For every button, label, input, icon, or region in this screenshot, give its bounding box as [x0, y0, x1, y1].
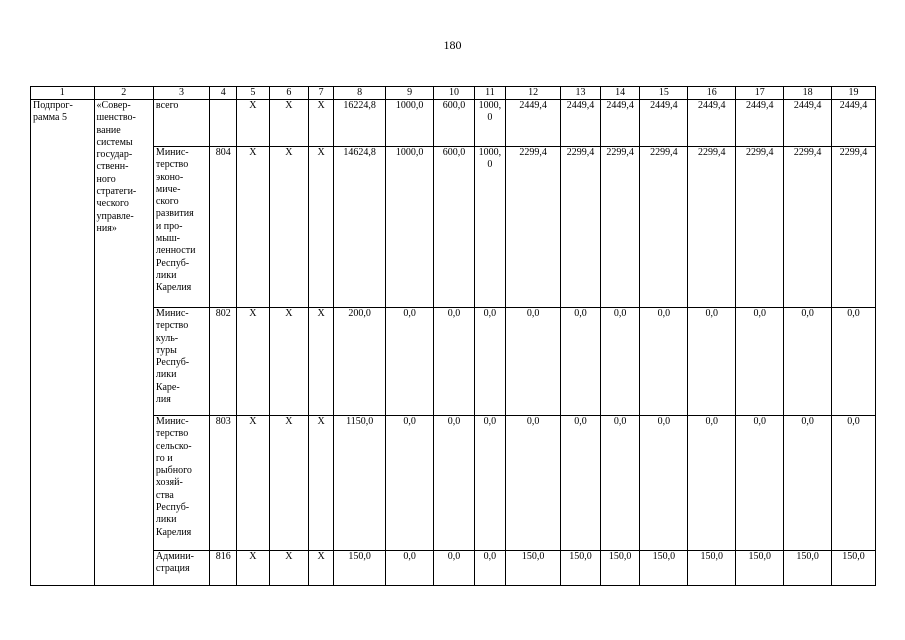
year-amount-cell: 2299,4: [640, 147, 688, 308]
amount-cell: 150,0: [334, 551, 386, 586]
year-amount-cell: 2299,4: [688, 147, 736, 308]
column-header: 4: [210, 87, 237, 100]
year-amount-cell: 150,0: [784, 551, 832, 586]
year-amount-cell: 0,0: [736, 308, 784, 416]
year-amount-cell: 2449,4: [688, 100, 736, 147]
amount-cell: 1000, 0: [474, 147, 505, 308]
year-amount-cell: 2449,4: [784, 100, 832, 147]
year-amount-cell: 0,0: [736, 416, 784, 551]
year-amount-cell: 2449,4: [832, 100, 876, 147]
amount-cell: 0,0: [386, 416, 434, 551]
column-header: 8: [334, 87, 386, 100]
amount-cell: 600,0: [434, 147, 475, 308]
year-amount-cell: 0,0: [640, 308, 688, 416]
column-header: 5: [237, 87, 269, 100]
marker-cell: X: [269, 416, 309, 551]
column-header: 7: [309, 87, 334, 100]
column-header: 6: [269, 87, 309, 100]
marker-cell: X: [237, 308, 269, 416]
column-header: 15: [640, 87, 688, 100]
table-row: [31, 100, 876, 147]
amount-cell: 1150,0: [334, 416, 386, 551]
column-header: 19: [832, 87, 876, 100]
marker-cell: X: [309, 147, 334, 308]
marker-cell: X: [269, 551, 309, 586]
year-amount-cell: 150,0: [640, 551, 688, 586]
marker-cell: X: [309, 551, 334, 586]
amount-cell: 600,0: [434, 100, 475, 147]
marker-cell: X: [237, 416, 269, 551]
year-amount-cell: 2449,4: [736, 100, 784, 147]
amount-cell: 1000, 0: [474, 100, 505, 147]
year-amount-cell: 0,0: [506, 308, 561, 416]
marker-cell: X: [269, 308, 309, 416]
amount-cell: 0,0: [434, 416, 475, 551]
year-amount-cell: 150,0: [561, 551, 601, 586]
marker-cell: X: [309, 416, 334, 551]
year-amount-cell: 0,0: [506, 416, 561, 551]
year-amount-cell: 2449,4: [600, 100, 640, 147]
column-header: 9: [386, 87, 434, 100]
year-amount-cell: 0,0: [561, 416, 601, 551]
table-row: [31, 551, 876, 586]
year-amount-cell: 2299,4: [600, 147, 640, 308]
year-amount-cell: 0,0: [600, 416, 640, 551]
year-amount-cell: 2299,4: [736, 147, 784, 308]
year-amount-cell: 0,0: [784, 416, 832, 551]
year-amount-cell: 2299,4: [784, 147, 832, 308]
marker-cell: X: [237, 147, 269, 308]
year-amount-cell: 2449,4: [640, 100, 688, 147]
column-header: 1: [31, 87, 95, 100]
amount-cell: 1000,0: [386, 147, 434, 308]
column-header: 13: [561, 87, 601, 100]
year-amount-cell: 150,0: [506, 551, 561, 586]
amount-cell: 14624,8: [334, 147, 386, 308]
code-cell: 802: [210, 308, 237, 416]
year-amount-cell: 0,0: [688, 308, 736, 416]
table-row: [31, 147, 876, 308]
amount-cell: 0,0: [474, 416, 505, 551]
year-amount-cell: 2299,4: [506, 147, 561, 308]
amount-cell: 0,0: [386, 308, 434, 416]
subprogram-cell: Подпрог- рамма 5: [31, 100, 95, 586]
amount-cell: 0,0: [386, 551, 434, 586]
year-amount-cell: 150,0: [688, 551, 736, 586]
marker-cell: X: [237, 100, 269, 147]
year-amount-cell: 0,0: [832, 308, 876, 416]
executor-cell: всего: [153, 100, 209, 147]
executor-cell: Минис- терство сельско- го и рыбного хозяй- ства Респуб- лики Карелия: [153, 416, 209, 551]
code-cell: 804: [210, 147, 237, 308]
amount-cell: 0,0: [474, 551, 505, 586]
column-header: 16: [688, 87, 736, 100]
amount-cell: 0,0: [434, 308, 475, 416]
column-header: 11: [474, 87, 505, 100]
column-number-row: [31, 87, 876, 100]
year-amount-cell: 2449,4: [561, 100, 601, 147]
amount-cell: 0,0: [474, 308, 505, 416]
executor-cell: Минис- терство куль- туры Респуб- лики Каре- лия: [153, 308, 209, 416]
table-row: [31, 308, 876, 416]
column-header: 2: [94, 87, 153, 100]
marker-cell: X: [309, 100, 334, 147]
column-header: 3: [153, 87, 209, 100]
marker-cell: X: [269, 147, 309, 308]
table-row: [31, 416, 876, 551]
column-header: 18: [784, 87, 832, 100]
amount-cell: 16224,8: [334, 100, 386, 147]
marker-cell: X: [269, 100, 309, 147]
code-cell: [210, 100, 237, 147]
year-amount-cell: 2299,4: [832, 147, 876, 308]
year-amount-cell: 2449,4: [506, 100, 561, 147]
year-amount-cell: 150,0: [736, 551, 784, 586]
subprogram-title-cell: «Совер- шенство- вание системы государ- ственн- ного стратеги- ческого управле- ния»: [94, 100, 153, 586]
marker-cell: X: [237, 551, 269, 586]
column-header: 12: [506, 87, 561, 100]
column-header: 10: [434, 87, 475, 100]
year-amount-cell: 0,0: [832, 416, 876, 551]
marker-cell: X: [309, 308, 334, 416]
year-amount-cell: 0,0: [561, 308, 601, 416]
year-amount-cell: 150,0: [600, 551, 640, 586]
page-number: 180: [443, 38, 462, 52]
year-amount-cell: 0,0: [640, 416, 688, 551]
executor-cell: Минис- терство эконо- миче- ского развития и про- мыш- ленности Респуб- лики Карелия: [153, 147, 209, 308]
amount-cell: 200,0: [334, 308, 386, 416]
column-header: 17: [736, 87, 784, 100]
amount-cell: 1000,0: [386, 100, 434, 147]
code-cell: 816: [210, 551, 237, 586]
code-cell: 803: [210, 416, 237, 551]
year-amount-cell: 0,0: [784, 308, 832, 416]
amount-cell: 0,0: [434, 551, 475, 586]
executor-cell: Админи- страция: [153, 551, 209, 586]
budget-table: [30, 86, 876, 586]
year-amount-cell: 150,0: [832, 551, 876, 586]
year-amount-cell: 0,0: [688, 416, 736, 551]
year-amount-cell: 2299,4: [561, 147, 601, 308]
column-header: 14: [600, 87, 640, 100]
year-amount-cell: 0,0: [600, 308, 640, 416]
